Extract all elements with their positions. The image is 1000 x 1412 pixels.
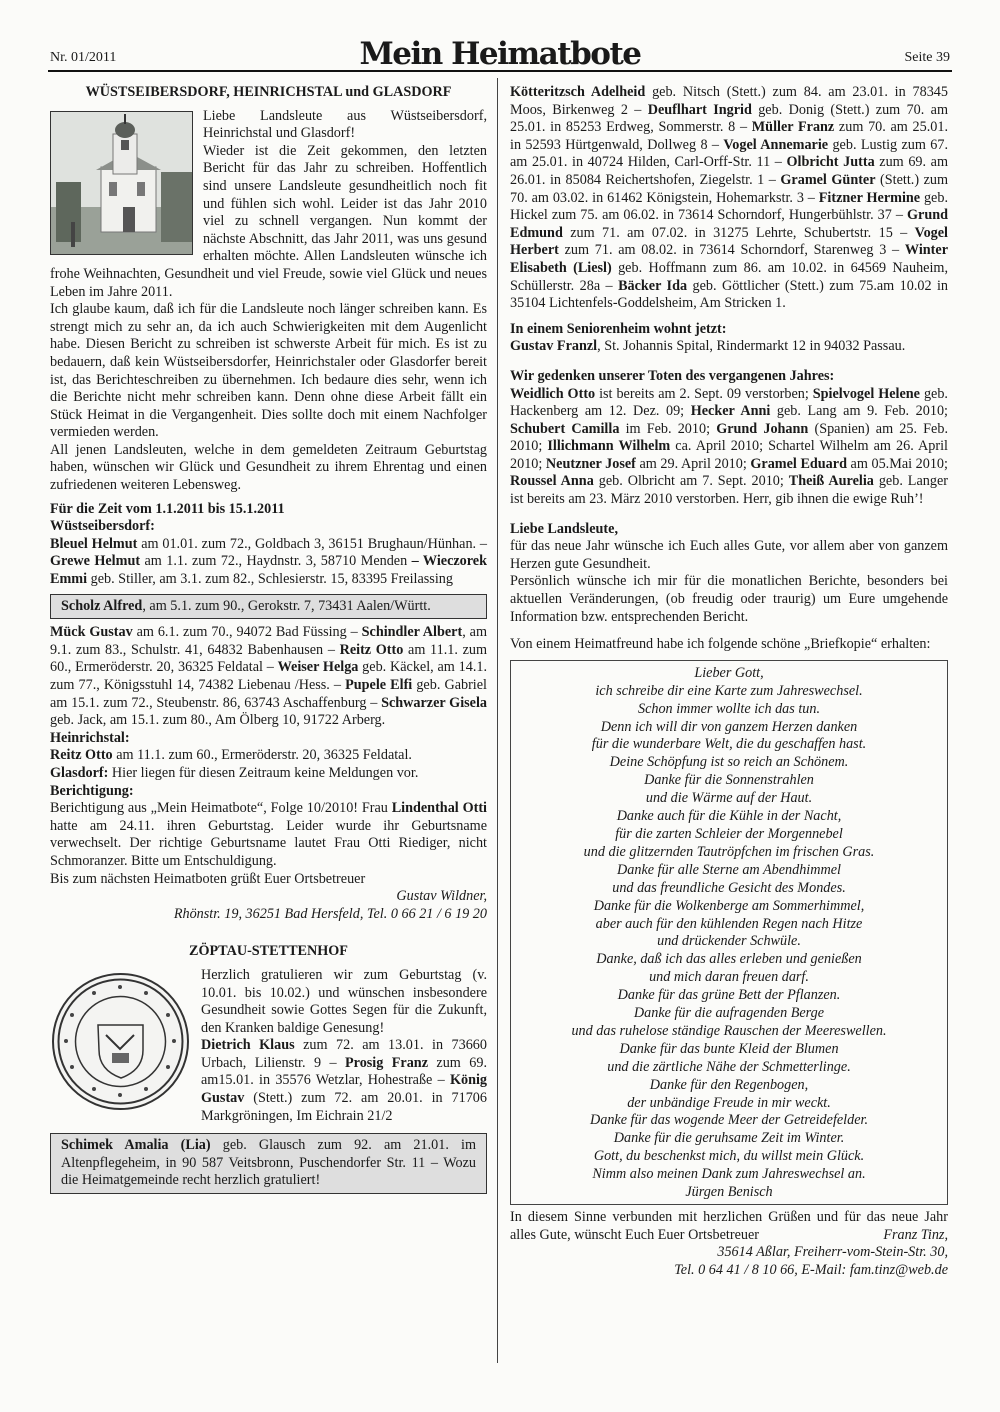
period-heading: Für die Zeit vom 1.1.2011 bis 15.1.2011 — [50, 500, 285, 517]
intro-text: Liebe Landsleute aus Wüstseibersdorf, Heinrichstal und Glasdorf! — [203, 107, 487, 142]
poem-line: Danke für das bunte Kleid der Blumen — [619, 1040, 839, 1057]
poem-line: Danke auch für die Kühle in der Nacht, — [616, 808, 842, 825]
senior-home-heading: In einem Seniorenheim wohnt jetzt: — [510, 320, 727, 337]
header-rule — [48, 70, 952, 72]
zoeptau-birthdays: Dietrich Klaus zum 72. am 13.01. in 73660 Urbach, Lilienstr. 9 – Prosig Franz zum 69. am15.01. in 35576 Wetzlar, Hohestraße – König Gustav (Stett.) zum 72. am 20.01. in 71706 Markgröningen, Im Eichrain 21/2 — [201, 1037, 487, 1124]
poem-line: Schon immer wollte ich das tun. — [637, 700, 821, 717]
poem-line: und die zärtliche Nähe der Schmetterlinge. — [607, 1058, 851, 1075]
greeting-heading: Liebe Landsleute, — [510, 520, 618, 537]
closing-address: 35614 Aßlar, Freiherr-vom-Stein-Str. 30, — [717, 1244, 948, 1261]
heinrichstal-entry: Reitz Otto am 11.1. zum 60., Ermeröderstr. 20, 36325 Feldatal. — [50, 747, 412, 764]
left-column — [50, 84, 487, 1199]
poem-line: ich schreibe dir eine Karte zum Jahreswechsel. — [595, 682, 863, 699]
letter-intro: Von einem Heimatfreund habe ich folgende schöne „Briefkopie“ erhalten: — [510, 636, 931, 653]
zoeptau-birthdays-continued: Kötteritzsch Adelheid geb. Nitsch (Stett.) zum 84. am 23.01. in 78345 Moos, Birkenweg 2 – Deuflhart Ingrid geb. Donig (Stett.) zum 70. am 25.01. in 85253 Erdweg, Sommerstr. 8 – Müller Franz zum 70. am 25.01. in 52593 Hürtgenwald, Dollweg 8 – Vogel Annemarie geb. Lustig zum 67. am 25.01. in 40724 Hilden, Carl-Orff-Str. 11 – Olbricht Jutta zum 69. am 26.01. in 85084 Reichertshofen, Ziegelstr. 1 – Gramel Günter (Stett.) zum 70. am 03.02. in 61462 Königstein, Hohemarkstr. 3 – Fitzner Hermine geb. Hickel zum 75. am 06.02. in 73614 Schorndorf, Hungerbühlstr. 37 – Grund Edmund zum 71. am 07.02. in 31275 Lehrte, Schubertstr. 15 – Vogel Herbert zum 71. am 08.02. in 73614 Schorndorf, Starenweg 3 – Winter Elisabeth (Liesl) geb. Hoffmann zum 86. am 10.02. in 64569 Nauheim, Schüllerstr. 28a – Bäcker Ida geb. Göttlicher (Stett.) zum 75.am 10.02 in 35104 Lichtenfels-Goddelsheim, Am Stricken 1. — [510, 84, 949, 312]
glasdorf-entry: Glasdorf: Hier liegen für diesen Zeitraum keine Meldungen vor. — [50, 764, 419, 781]
poem-line: für die wunderbare Welt, die du geschaffen hast. — [591, 736, 867, 753]
paragraph-2: Ich glaube kaum, daß ich für die Landsleute noch länger schreiben kann. Es strengt mich zu sehr an, da ich auch Schwierigkeiten mit dem Augenlicht habe. Diesen Bericht zu schreiben ist schwerste Arbeit für mich. Es ist zu bedauern, daß kein Wüstseibersdorfer, Heinrichstaler oder Glasdorfer bereit ist, das Berichteschreiben zu übernehmen. Ich bedaure dies sehr, wenn ich die Berichte nicht mehr schreiben kann. Denn ohne diese Arbeit fällt ein Stück Heimat in die Vergangenheit. Dies sollte doch mit einem Nachfolger vermieden werden. — [50, 301, 487, 441]
right-column — [510, 84, 948, 1279]
poem-author: Jürgen Benisch — [685, 1184, 773, 1201]
wuestseibersdorf-heading: Wüstseibersdorf: — [50, 518, 155, 535]
correction-text: Berichtigung aus „Mein Heimatbote“, Folge 10/2010! Frau Lindenthal Otti hatte am 24.11. ihren Geburtstag. Leider wurde ihr Geburtsname verwechselt. Der richtige Geburtsname lautet Frau Otti Riediger, nicht Schmoranzer. Bitte um Entschuldigung. — [50, 800, 487, 869]
obituary-list: Weidlich Otto ist bereits am 2. Sept. 09 verstorben; Spielvogel Helene geb. Hackenberg am 12. Dez. 09; Hecker Anni geb. Lang am 9. Feb. 2010; Schubert Camilla im Feb. 2010; Grund Johann (Spanien) am 25. Feb. 2010; Illichmann Wilhelm ca. April 2010; Schartel Wilhelm am 26. April 2010; Neutzner Josef am 29. April 2010; Gramel Eduard am 05.Mai 2010; Roussel Anna geb. Olbricht am 7. Sept. 2010; Theiß Aurelia geb. Langer ist bereits am 23. März 2010 verstorben. Herr, gib ihnen die ewige Ruh’! — [510, 385, 948, 508]
correction-heading: Berichtigung: — [50, 782, 134, 799]
poem-line: und die Wärme auf der Haut. — [645, 790, 813, 807]
poem-line: Danke für die geruhsame Zeit im Winter. — [613, 1130, 845, 1147]
highlight-box-schimek: Schimek Amalia (Lia) geb. Glausch zum 92. am 21.01. im Altenpflegeheim, in 90 587 Veitsbronn, Puschendorfer Str. 11 – Wozu die Heimatgemeinde recht herzlich gratuliert! — [50, 1133, 487, 1194]
closing-text: In diesem Sinne verbunden mit herzlichen Grüßen und für das neue Jahr alles Gute, wünscht Euch Euer Ortsbetreuer Franz Tinz, — [510, 1209, 948, 1243]
seal-graphic — [54, 975, 187, 1108]
poem-line: und drückender Schwüle. — [657, 933, 801, 950]
signature-address: Rhönstr. 19, 36251 Bad Hersfeld, Tel. 0 66 21 / 6 19 20 — [173, 905, 487, 922]
poem-line: und das freundliche Gesicht des Mondes. — [612, 879, 846, 896]
poem-line: Danke für die Sonnenstrahlen — [644, 772, 814, 789]
church-photo-image — [51, 112, 192, 254]
poem-line: für die zarten Schleier der Morgennebel — [615, 825, 843, 842]
poem-box — [510, 660, 948, 1205]
poem-line: Danke für die aufragenden Berge — [633, 1005, 825, 1022]
masthead-title: Mein Heimatbote — [359, 36, 641, 72]
poem-line: und mich daran freuen darf. — [649, 969, 809, 986]
paragraph-3: All jenen Landsleuten, welche in dem gemeldeten Zeitraum Geburtstag haben, wünschen wir Glück und Gesundheit zu ihrem Ehrentag und einen zufriedenen weiteren Lebensweg. — [50, 441, 487, 494]
poem-line: der unbändige Freude in mir weckt. — [627, 1094, 831, 1111]
heinrichstal-heading: Heinrichstal: — [50, 729, 130, 746]
poem-line: Danke, daß ich das alles erleben und genießen — [596, 951, 862, 968]
poem-line: und das ruhelose ständige Rauschen der Meereswellen. — [571, 1022, 887, 1039]
poem-line: aber auch für den kühlenden Regen nach Hitze — [595, 915, 863, 932]
section-title-zoeptau: ZÖPTAU-STETTENHOF — [189, 943, 348, 960]
poem-line: Danke für das grüne Bett der Pflanzen. — [617, 987, 841, 1004]
signature-name: Gustav Wildner, — [396, 888, 487, 905]
greeting-line: Bis zum nächsten Heimatboten grüßt Euer Ortsbetreuer — [50, 870, 366, 887]
poem-line: Danke für den Regenbogen, — [649, 1076, 809, 1093]
paragraph-1: Wieder ist die Zeit gekommen, den letzten Bericht für das Jahr zu schreiben. Hoffentlich sind unsere Landsleute gesundheitlich noch fit und fühlen sich wohl. Leider ist das Jahr 2010 viel zu schnell vergangen. Nun kommt der nächste Abschnitt, das Jahr 2011, was uns gesund erhalten möchte. Allen Landsleuten wünsche ich frohe Weihnachten, Gesundheit und viel Freude, sowie viel Glück und neues Leben im Jahre 2011. — [50, 142, 487, 300]
birthday-list-wuest: Bleuel Helmut am 01.01. zum 72., Goldbach 3, 36151 Brughaun/Hünhan. – Grewe Helmut am 1.1. zum 72., Haydnstr. 3, 58710 Menden – Wieczorek Emmi geb. Stiller, am 3.1. zum 82., Schlesierstr. 15, 83395 Freilassing — [50, 535, 488, 588]
poem-line: Danke für alle Sterne am Abendhimmel — [617, 861, 841, 878]
page-number: Seite 39 — [904, 50, 950, 65]
highlight-box-scholz: Scholz Alfred, am 5.1. zum 90., Gerokstr. 7, 73431 Aalen/Württ. — [50, 594, 487, 620]
church-photo — [50, 111, 193, 255]
poem-line: Denn ich will dir von ganzem Herzen danken — [600, 718, 858, 735]
poem-line: Gott, du beschenkst mich, du willst mein Glück. — [593, 1148, 865, 1165]
obituary-heading: Wir gedenken unserer Toten des vergangenen Jahres: — [510, 367, 835, 384]
town-seal-image — [52, 973, 189, 1110]
poem-line: Lieber Gott, — [694, 664, 764, 681]
senior-home-entry: Gustav Franzl, St. Johannis Spital, Rindermarkt 12 in 94032 Passau. — [510, 338, 906, 355]
poem-line: und die glitzernden Tautröpfchen im frischen Gras. — [583, 843, 875, 860]
poem-line: Deine Schöpfung ist so reich an Schönem. — [609, 754, 849, 771]
section-title-wuestseibersdorf: WÜSTSEIBERSDORF, HEINRICHSTAL und GLASDORF — [85, 84, 452, 100]
greeting-paragraph-1: für das neue Jahr wünsche ich Euch alles Gute, vor allem aber von ganzem Herzen gute Gesundheit. — [510, 538, 948, 572]
birthday-list-more: Mück Gustav am 6.1. zum 70., 94072 Bad Füssing – Schindler Albert, am 9.1. zum 83., Schulstr. 41, 64832 Babenhausen – Reitz Otto am 11.1. zum 60., Ermeröderstr. 20, 36325 Feldatal – Weiser Helga geb. Käckel, am 14.1. zum 77., Königsstuhl 14, 74382 Liebenau /Hess. – Pupele Elfi geb. Gabriel am 15.1. zum 72., Steubenstr. 86, 63743 Aschaffenburg – Schwarzer Gisela geb. Jack, am 15.1. zum 80., Am Ölberg 10, 91722 Arberg. — [50, 624, 488, 729]
zoeptau-intro: Herzlich gratulieren wir zum Geburtstag (v. 10.01. bis 10.02.) und wünschen insbesondere Gesundheit sowie Gottes Segen für die Zukunft, den Kranken baldige Genesung! — [201, 966, 487, 1036]
column-divider — [497, 78, 498, 1363]
poem-line: Danke für die Wolkenberge am Sommerhimmel, — [593, 897, 865, 914]
greeting-paragraph-2: Persönlich wünsche ich mir für die monatlichen Berichte, besonders bei aktuellen Veränderungen, (ob freudig oder traurig) um Eure umgehende Information bzw. entsprechenden Bericht. — [510, 573, 948, 625]
issue-number: Nr. 01/2011 — [50, 50, 117, 65]
closing-contact: Tel. 0 64 41 / 8 10 66, E-Mail: fam.tinz@web.de — [674, 1261, 948, 1278]
poem-line: Danke für das wogende Meer der Getreidefelder. — [589, 1112, 869, 1129]
poem-line: Nimm also meinen Dank zum Jahreswechsel an. — [592, 1166, 866, 1183]
